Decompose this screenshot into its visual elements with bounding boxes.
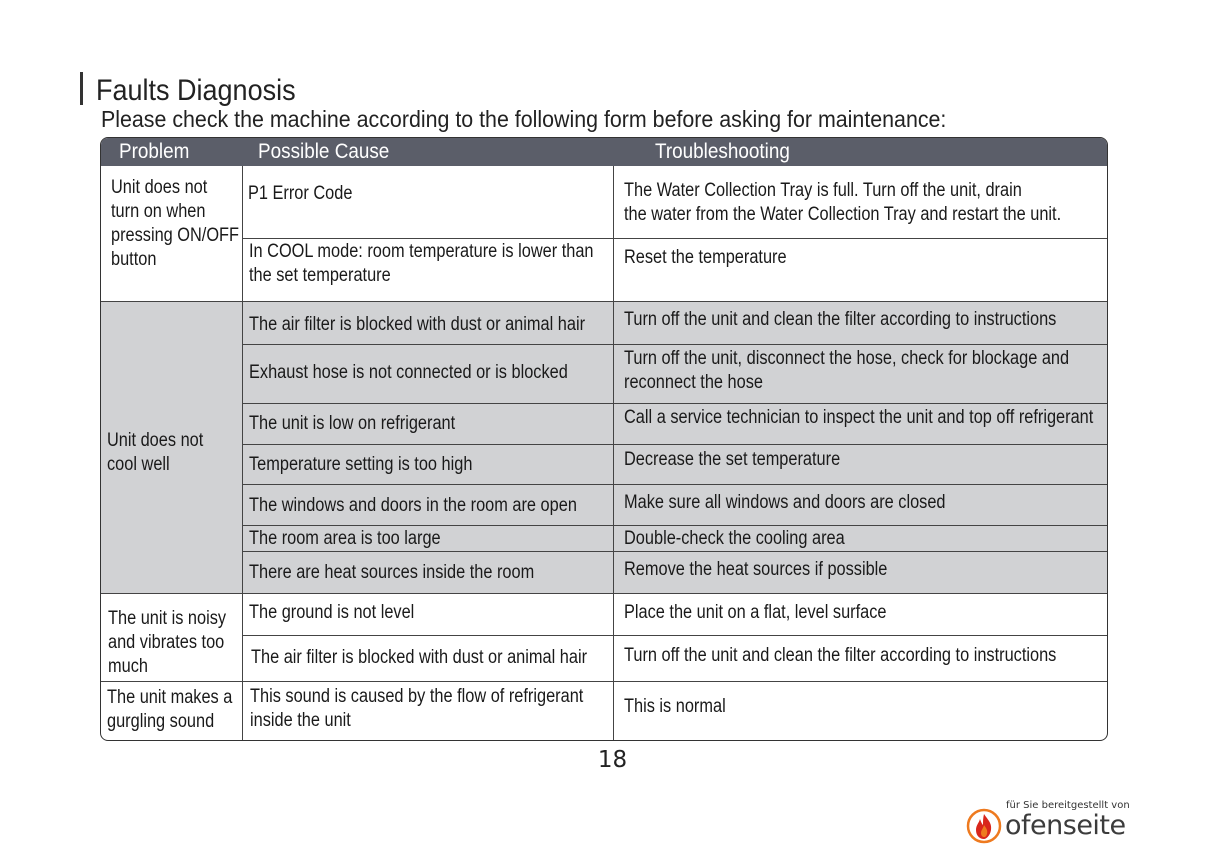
row-divider	[242, 444, 1108, 445]
problem-cell: The unit is noisy and vibrates too much	[108, 608, 227, 677]
cause-cell: This sound is caused by the flow of refrigerant inside the unit	[250, 686, 584, 731]
troubleshooting-cell: Turn off the unit and clean the filter according to instructions	[624, 309, 1057, 330]
header-problem: Problem	[119, 140, 190, 163]
cause-cell: The unit is low on refrigerant	[249, 413, 456, 434]
cause-cell: Exhaust hose is not connected or is blocked	[249, 362, 568, 383]
column-divider	[613, 166, 614, 741]
row-divider	[242, 551, 1108, 552]
cause-cell: The windows and doors in the room are open	[249, 495, 577, 516]
row-divider	[242, 238, 1108, 239]
row-divider	[242, 403, 1108, 404]
cause-cell: In COOL mode: room temperature is lower than the set temperature	[249, 241, 594, 286]
cause-cell: The air filter is blocked with dust or animal hair	[251, 647, 588, 668]
problem-cell: The unit makes a gurgling sound	[107, 687, 233, 732]
troubleshooting-cell: This is normal	[624, 696, 726, 717]
troubleshooting-cell: The Water Collection Tray is full. Turn off the unit, drain the water from the Water Collection Tray and restart the unit.	[624, 180, 1062, 225]
row-divider	[242, 635, 1108, 636]
page-subtitle: Please check the machine according to the following form before asking for maintenance:	[101, 106, 947, 132]
troubleshooting-cell: Turn off the unit, disconnect the hose, check for blockage and reconnect the hose	[624, 348, 1070, 393]
table-header	[101, 138, 1107, 166]
cause-cell: Temperature setting is too high	[249, 454, 473, 475]
cause-cell: P1 Error Code	[248, 183, 353, 204]
cause-cell: The ground is not level	[249, 602, 415, 623]
row-divider	[242, 484, 1108, 485]
row-divider	[242, 525, 1108, 526]
logo-wordmark: ofenseite	[1005, 810, 1126, 841]
flame-logo-icon	[966, 808, 1002, 844]
faults-table	[100, 137, 1108, 741]
header-troubleshooting: Troubleshooting	[655, 140, 790, 163]
problem-cell: Unit does not cool well	[107, 430, 204, 475]
troubleshooting-cell: Place the unit on a flat, level surface	[624, 602, 887, 623]
group-divider	[101, 593, 1107, 594]
header-possible-cause: Possible Cause	[258, 140, 390, 163]
troubleshooting-cell: Reset the temperature	[624, 247, 787, 268]
page-title: Faults Diagnosis	[96, 74, 296, 107]
troubleshooting-cell: Decrease the set temperature	[624, 449, 841, 470]
troubleshooting-cell: Remove the heat sources if possible	[624, 559, 888, 580]
title-accent-bar	[80, 72, 83, 105]
cause-cell: The room area is too large	[249, 528, 441, 549]
group-divider	[101, 301, 1107, 302]
troubleshooting-cell: Make sure all windows and doors are closed	[624, 492, 946, 513]
troubleshooting-cell: Turn off the unit and clean the filter according to instructions	[624, 645, 1057, 666]
logo-caption: für Sie bereitgestellt von	[1006, 800, 1130, 811]
page-number: 18	[597, 747, 628, 773]
group-divider	[101, 681, 1107, 682]
row-divider	[242, 344, 1108, 345]
troubleshooting-cell: Double-check the cooling area	[624, 528, 845, 549]
cause-cell: The air filter is blocked with dust or animal hair	[249, 314, 586, 335]
cause-cell: There are heat sources inside the room	[249, 562, 535, 583]
problem-cell: Unit does not turn on when pressing ON/OFF button	[111, 177, 240, 270]
column-divider	[242, 166, 243, 741]
troubleshooting-cell: Call a service technician to inspect the unit and top off refrigerant	[624, 407, 1094, 428]
